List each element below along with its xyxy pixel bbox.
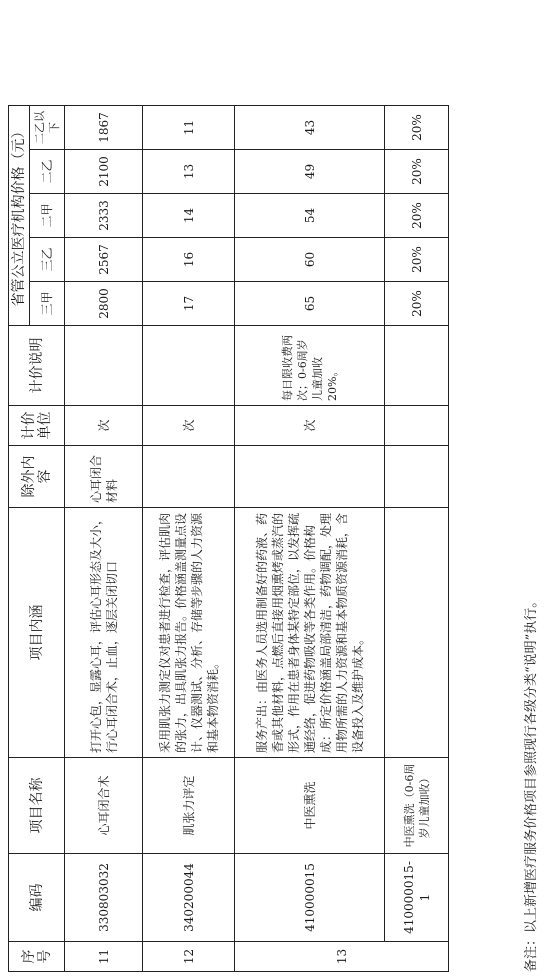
- header-level: 二甲: [30, 194, 65, 238]
- cell-seq: 12: [143, 942, 235, 972]
- cell-excluded: 心耳闭合材料: [65, 446, 143, 508]
- cell-price: 2800: [65, 282, 143, 326]
- cell-price: 11: [143, 106, 235, 150]
- header-pricing-note: 计价说明: [9, 326, 65, 406]
- table-row: [235, 106, 385, 972]
- cell-price: 16: [143, 238, 235, 282]
- table-row: [143, 106, 235, 972]
- header-unit: 计价单位: [9, 406, 65, 446]
- cell-content: 采用肌张力测定仪对患者进行检查，评估肌肉的张力，出具肌张力报告。价格涵盖测量点设计、仪器测试、分析、存储等步骤的人力资源和基本物资消耗。: [143, 508, 235, 758]
- cell-price: 17: [143, 282, 235, 326]
- header-seq: 序号: [9, 942, 65, 972]
- header-level: 三甲: [30, 282, 65, 326]
- cell-name: 中医熏洗: [235, 758, 385, 854]
- cell-seq: 11: [65, 942, 143, 972]
- footnote: 备注：以上新增医疗服务价格项目参照现行各级分类“说明”执行。: [524, 594, 539, 972]
- cell-unit: 次: [65, 406, 143, 446]
- header-level: 二乙以下: [30, 106, 65, 150]
- cell-code: 330803032: [65, 854, 143, 942]
- cell-price: 20%: [385, 282, 449, 326]
- cell-price: 2333: [65, 194, 143, 238]
- header-name: 项目名称: [9, 758, 65, 854]
- header-code: 编码: [9, 854, 65, 942]
- cell-excluded: [235, 446, 385, 508]
- price-table: [8, 105, 449, 972]
- cell-code: 410000015-1: [385, 854, 449, 942]
- cell-excluded: [143, 446, 235, 508]
- cell-pricing-note: [143, 326, 235, 406]
- cell-price: 20%: [385, 106, 449, 150]
- cell-price: 54: [235, 194, 385, 238]
- cell-price: 1867: [65, 106, 143, 150]
- cell-price: 2100: [65, 150, 143, 194]
- cell-excluded: [385, 446, 449, 508]
- cell-code: 410000015: [235, 854, 385, 942]
- cell-name: 肌张力评定: [143, 758, 235, 854]
- cell-name: 心耳闭合术: [65, 758, 143, 854]
- cell-content: [385, 508, 449, 758]
- cell-price: 60: [235, 238, 385, 282]
- cell-price: 49: [235, 150, 385, 194]
- header-price-group: 省管公立医疗机构价格（元）: [9, 106, 30, 326]
- cell-price: 20%: [385, 238, 449, 282]
- cell-unit: 次: [143, 406, 235, 446]
- cell-seq: 13: [235, 942, 449, 972]
- cell-unit: 次: [235, 406, 385, 446]
- table-row: [65, 106, 143, 972]
- cell-name: 中医熏洗（0-6周岁儿童加收）: [385, 758, 449, 854]
- cell-unit: [385, 406, 449, 446]
- cell-code: 340200044: [143, 854, 235, 942]
- cell-price: 20%: [385, 194, 449, 238]
- cell-price: 2567: [65, 238, 143, 282]
- cell-price: 65: [235, 282, 385, 326]
- header-level: 二乙: [30, 150, 65, 194]
- cell-content: 服务产出：由医务人员选用制备好的药液、药香或其他材料，点燃后直接用烟熏烤或蒸汽的形式，作用在患者身体某特定部位，以发挥疏通经络，促进药物吸收等各类作用。价格构成：所定价格涵盖局部清洁，药物调配，处理用物所需的人力资源和基本物质资源消耗，含设备投入及维护成本。: [235, 508, 385, 758]
- cell-price: 20%: [385, 150, 449, 194]
- header-excluded: 除外内容: [9, 446, 65, 508]
- cell-pricing-note: 每日限收费两次；0-6周岁儿童加收20%。: [235, 326, 385, 406]
- header-level: 三乙: [30, 238, 65, 282]
- cell-price: 13: [143, 150, 235, 194]
- header-content: 项目内涵: [9, 508, 65, 758]
- cell-pricing-note: [385, 326, 449, 406]
- cell-price: 43: [235, 106, 385, 150]
- cell-content: 打开心包，显露心耳，评估心耳形态及大小，行心耳闭合术，止血，逐层关闭切口: [65, 508, 143, 758]
- table-row: [385, 106, 449, 972]
- cell-price: 14: [143, 194, 235, 238]
- cell-pricing-note: [65, 326, 143, 406]
